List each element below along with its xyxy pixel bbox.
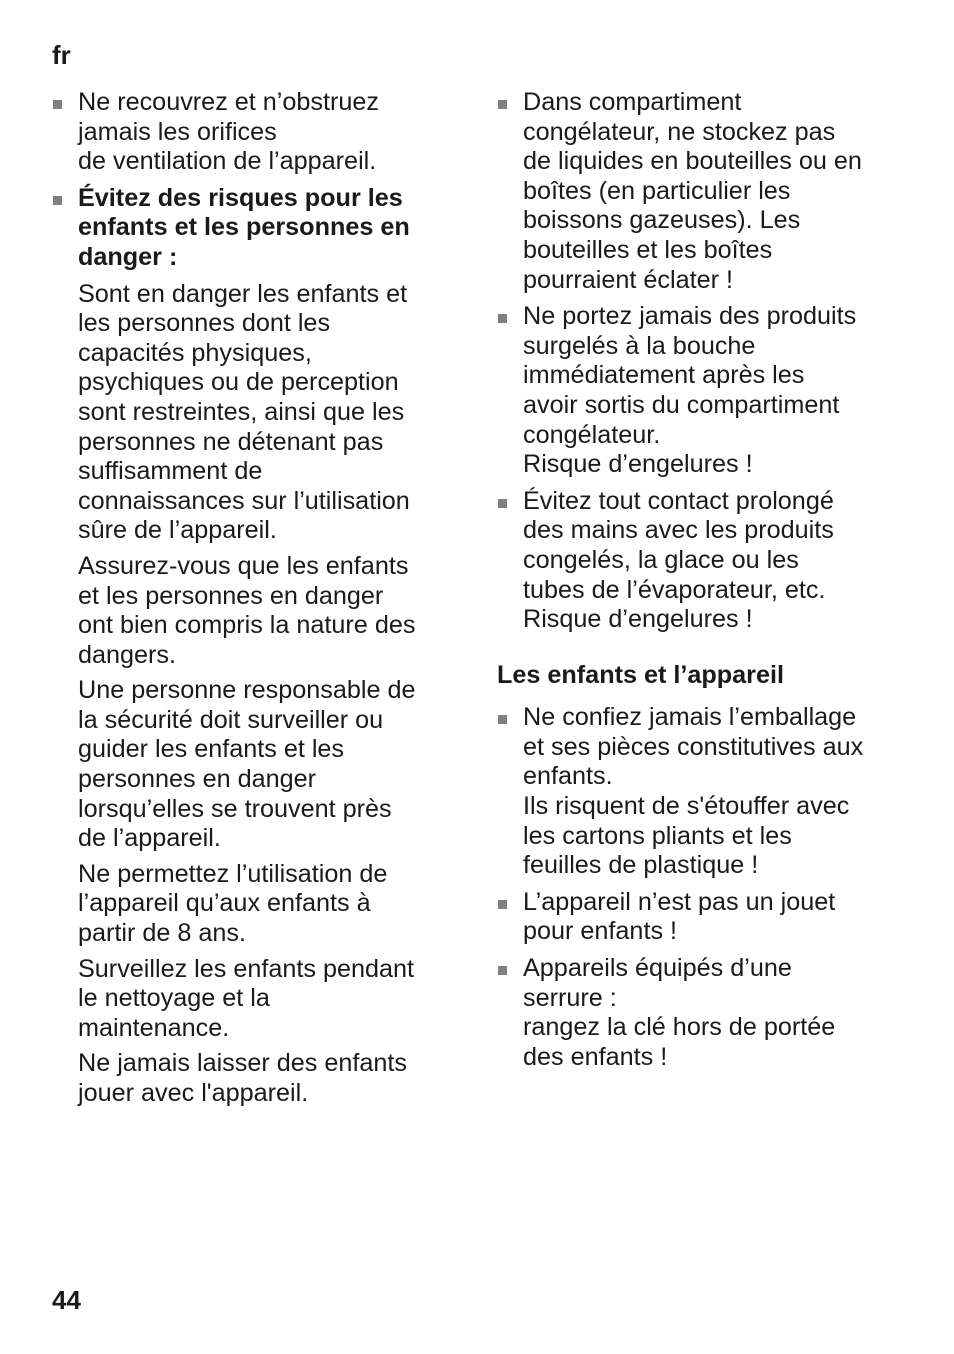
text-line: personnes ne détenant pas	[78, 427, 384, 456]
text-line: maintenance.	[78, 1013, 230, 1042]
text-line: de liquides en bouteilles ou en	[523, 147, 862, 176]
text-line: rangez la clé hors de portée	[523, 1013, 836, 1042]
text-line: et ses pièces constitutives aux	[523, 732, 864, 761]
bullet-icon	[498, 900, 507, 909]
text-line: les cartons pliants et les	[523, 821, 792, 850]
text-line: ont bien compris la nature des	[78, 611, 416, 640]
text-line: jouer avec l'appareil.	[78, 1079, 309, 1107]
text-line: feuilles de plastique !	[523, 851, 759, 880]
text-line: psychiques ou de perception	[78, 368, 399, 397]
text-line: Ils risquent de s'étouffer avec	[523, 792, 850, 821]
text-line: enfants et les personnes en	[78, 213, 410, 242]
text-line: immédiatement après les	[523, 361, 805, 390]
text-line: bouteilles et les boîtes	[523, 235, 773, 264]
language-label: fr	[52, 40, 71, 70]
bullet-icon	[498, 966, 507, 975]
list-item	[497, 888, 907, 947]
list-item	[497, 703, 907, 881]
text-line: Évitez des risques pour les	[78, 183, 403, 212]
text-line: de l’appareil.	[78, 824, 221, 853]
text-line: personnes en danger	[78, 765, 317, 794]
right-column	[497, 88, 907, 1079]
bullet-icon	[498, 715, 507, 724]
text-line: la sécurité doit surveiller ou	[78, 705, 384, 734]
list-item	[497, 88, 907, 295]
text-line: des enfants !	[523, 1042, 668, 1071]
text-line: pourraient éclater !	[523, 265, 734, 294]
text-line: Sont en danger les enfants et	[78, 279, 408, 308]
text-line: Évitez tout contact prolongé	[523, 486, 834, 515]
page-number: 44	[52, 1285, 81, 1315]
section-heading: Les enfants et l’appareil	[497, 660, 784, 689]
text-line: le nettoyage et la	[78, 984, 270, 1013]
text-line: pour enfants !	[523, 917, 678, 946]
text-line: capacités physiques,	[78, 338, 312, 367]
text-line: lorsqu’elles se trouvent près	[78, 794, 392, 823]
bullet-icon	[498, 499, 507, 508]
text-line: Dans compartiment	[523, 88, 742, 116]
text-line: partir de 8 ans.	[78, 919, 247, 948]
text-line: Ne confiez jamais l’emballage	[523, 703, 857, 732]
list-item	[497, 302, 907, 480]
text-line: des mains avec les produits	[523, 516, 834, 545]
text-line: sûre de l’appareil.	[78, 516, 277, 545]
text-line: sont restreintes, ainsi que les	[78, 397, 405, 426]
text-line: jamais les orifices	[78, 117, 277, 146]
text-line: Assurez-vous que les enfants	[78, 551, 409, 580]
text-line: boîtes (en particulier les	[523, 176, 791, 205]
text-line: Ne permettez l’utilisation de	[78, 859, 388, 888]
text-line: Une personne responsable de	[78, 676, 416, 705]
paragraph	[52, 552, 456, 670]
text-line: tubes de l’évaporateur, etc.	[523, 575, 826, 604]
text-line: surgelés à la bouche	[523, 331, 756, 360]
paragraph	[52, 860, 456, 949]
text-line: boissons gazeuses). Les	[523, 206, 801, 235]
paragraph	[52, 676, 456, 854]
text-line: les personnes dont les	[78, 309, 331, 338]
left-column	[52, 88, 456, 1115]
text-line: et les personnes en danger	[78, 581, 384, 610]
text-line: Risque d’engelures !	[523, 605, 753, 634]
text-line: Risque d’engelures !	[523, 450, 753, 479]
paragraph	[52, 1049, 456, 1108]
list-item-warning-heading	[52, 184, 456, 273]
paragraph	[52, 280, 456, 546]
text-line: congélateur, ne stockez pas	[523, 117, 836, 146]
text-line: danger :	[78, 242, 178, 271]
text-line: L’appareil n’est pas un jouet	[523, 887, 836, 916]
text-line: Ne portez jamais des produits	[523, 302, 857, 331]
text-line: de ventilation de l’appareil.	[78, 147, 377, 176]
text-line: Ne jamais laisser des enfants	[78, 1049, 407, 1078]
bullet-icon	[498, 100, 507, 109]
text-line: Ne recouvrez et n’obstruez	[78, 88, 379, 116]
list-item	[52, 88, 456, 177]
text-line: congélateur.	[523, 420, 661, 449]
text-line: dangers.	[78, 640, 177, 669]
text-line: connaissances sur l’utilisation	[78, 486, 410, 515]
text-line: guider les enfants et les	[78, 735, 345, 764]
text-line: avoir sortis du compartiment	[523, 390, 840, 419]
text-line: Surveillez les enfants pendant	[78, 954, 415, 983]
list-item	[497, 954, 907, 1072]
text-line: enfants.	[523, 762, 613, 791]
bullet-icon	[498, 314, 507, 323]
text-line: Appareils équipés d’une	[523, 954, 792, 983]
text-line: serrure :	[523, 983, 617, 1012]
text-line: l’appareil qu’aux enfants à	[78, 889, 371, 918]
text-line: suffisamment de	[78, 457, 263, 486]
paragraph	[52, 955, 456, 1044]
bullet-icon	[53, 100, 62, 109]
list-item	[497, 487, 907, 635]
text-line: congelés, la glace ou les	[523, 545, 799, 574]
bullet-icon	[53, 196, 62, 205]
